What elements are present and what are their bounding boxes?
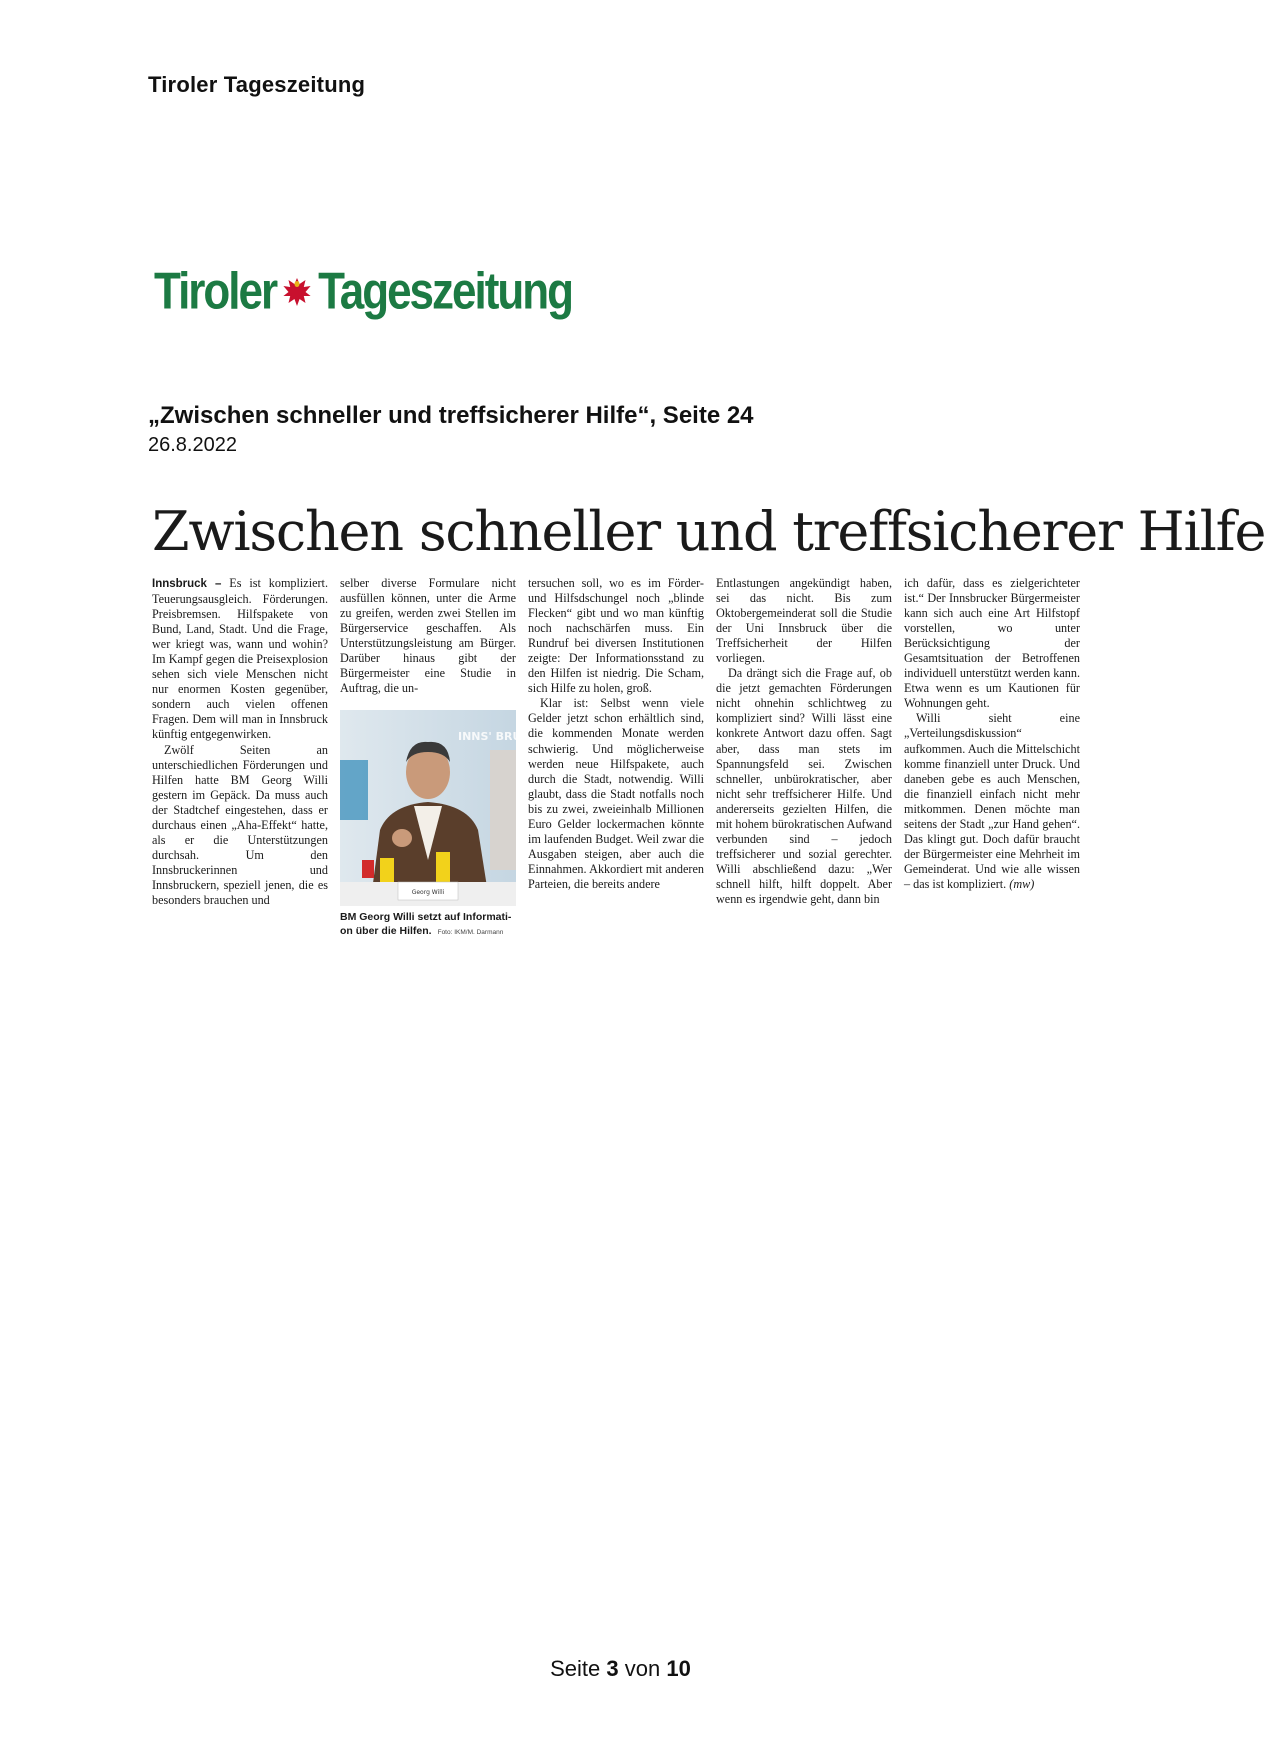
article-column-4 [716,576,892,907]
paragraph [904,711,1080,892]
article-headline: Zwischen schneller und treffsicherer Hilfe [152,500,1265,563]
paragraph: Da drängt sich die Frage auf, ob die jetzt gemachten Förderungen nicht ohnehin schlichtweg zu kompliziert sind? Willi lässt eine konkrete Antwort dazu offen. Sagt aber, dass man stets im Spannungsfeld sei. Zwischen schneller, unbürokratischer, aber nicht sehr treffsicherer Hilfe. Und andererseits gezielten Hilfen, die mit hohem bürokratischen Aufwand verbunden sind – jedoch treffsicherer und sozial gerechter. Willi abschließend dazu: „Wer schnell hilft, hilft doppelt. Aber wenn es irgendwie geht, dann bin [716,666,892,906]
photo-caption-text: BM Georg Willi setzt auf Information über die Hilfen. [340,911,512,937]
document-heading: „Zwischen schneller und treffsicherer Hilfe“, Seite 24 [148,402,754,429]
photo-nameplate: Georg Willi [411,889,445,896]
document-date: 26.8.2022 [148,434,237,456]
newspaper-logo [154,259,572,325]
photo-credit: Foto: IKM/M. Darmann [437,929,504,936]
paragraph: Zwölf Seiten an unterschiedlichen Förderungen und Hilfen hatte BM Georg Willi gestern im Gepäck. Da muss auch der Stadtchef eingestehen, dass er durchaus einen „Aha-Effekt“ hatte, als er die Unterstützungen durchsah. Um den Innsbruckerinnen und Innsbruckern, speziell jenen, die es besonders brauchen und [152,742,328,907]
current-page-number: 3 [606,1656,619,1681]
footer-prefix: Seite [550,1656,601,1681]
article-column-2 [340,576,516,696]
photo-caption [340,910,516,940]
author-initials: (mw) [1009,876,1035,891]
source-name: Tiroler Tageszeitung [148,72,366,97]
paragraph [152,576,328,743]
paragraph: tersuchen soll, wo es im Förder- und Hilfsdschungel noch „blinde Flecken“ gibt und wo man künftig noch nachschärfen muss. Ein Rundruf bei diversen Institutionen zeigte: Der Informationsstand zu den Hilfen ist niedrig. Die Scham, sich Hilfe zu holen, groß. [528,576,704,696]
tyrolean-eagle-icon [280,272,314,312]
paragraph-text: Willi sieht eine „Verteilungsdiskussion“ aufkommen. Auch die Mittelschicht komme finanziell unter Druck. Und daneben gebe es auch Menschen, die finanziell einfach nicht mehr mitkommen. Denen möchte man seitens der Stadt „zur Hand gehen“. Das klingt gut. Doch dafür braucht der Bürgermeister eine Mehrheit im Gemeinderat. Und wie alle wissen – das ist kompliziert. [904,711,1080,891]
photo-backdrop-text: INNS' BRUCK [458,730,539,743]
logo-text-right: Tageszeitung [318,262,573,321]
footer-middle: von [624,1656,661,1681]
article-column-5 [904,576,1080,892]
article-column-1 [152,576,328,908]
paragraph: selber diverse Formulare nicht ausfüllen können, unter die Arme zu greifen, werden zwei Stellen im Bürgerservice geschaffen. Als Unterstützungsleistung am Bürger. Darüber hinaus gibt der Bürgermeister eine Studie in Auftrag, die un- [340,576,516,696]
paragraph: Klar ist: Selbst wenn viele Gelder jetzt schon erhältlich sind, die kommenden Monate werden schwierig. Und möglicherweise werden neue Hilfspakete, auch durch die Stadt, notwendig. Willi glaubt, dass die Stadt notfalls noch bis zu zwei, zweieinhalb Millionen Euro Gelder lockermachen könnte im laufenden Budget. Weil zwar die Ausgaben steigen, aber auch die Einnahmen. Akkordiert mit anderen Parteien, die bereits andere [528,696,704,891]
photo-georg-willi [340,710,539,906]
paragraph: ich dafür, dass es zielgerichteter ist.“ Der Innsbrucker Bürgermeister kann sich auch eine Art Hilfstopf vorstellen, wo unter Berücksichtigung der Gesamtsituation der Betroffenen individuell unterstützt werden kann. Etwa wenn es um Kautionen für Wohnungen geht. [904,576,1080,711]
page-footer [0,1656,1241,1682]
article-photo [340,710,539,906]
paragraph: Entlastungen angekündigt haben, sei das nicht. Bis zum Oktobergemeinderat soll die Studie der Uni Innsbruck über die Treffsicherheit der Hilfen vorliegen. [716,576,892,666]
dateline: Innsbruck – [152,578,222,590]
total-page-count: 10 [666,1656,691,1681]
paragraph-text: Es ist kompliziert. Teuerungsausgleich. Förderungen. Preisbremsen. Hilfspakete von Bund, Land, Stadt. Und die Frage, wer kriegt was, wann und wohin? Im Kampf gegen die Preisexplosion sehen sich viele Menschen nicht nur enormen Kosten gegenüber, sondern auch vielen offenen Fragen. Dem will man in Innsbruck künftig entgegenwirken. [152,576,328,742]
article-column-3 [528,576,704,892]
logo-text-left: Tiroler [154,262,277,321]
article-body [152,576,1078,940]
